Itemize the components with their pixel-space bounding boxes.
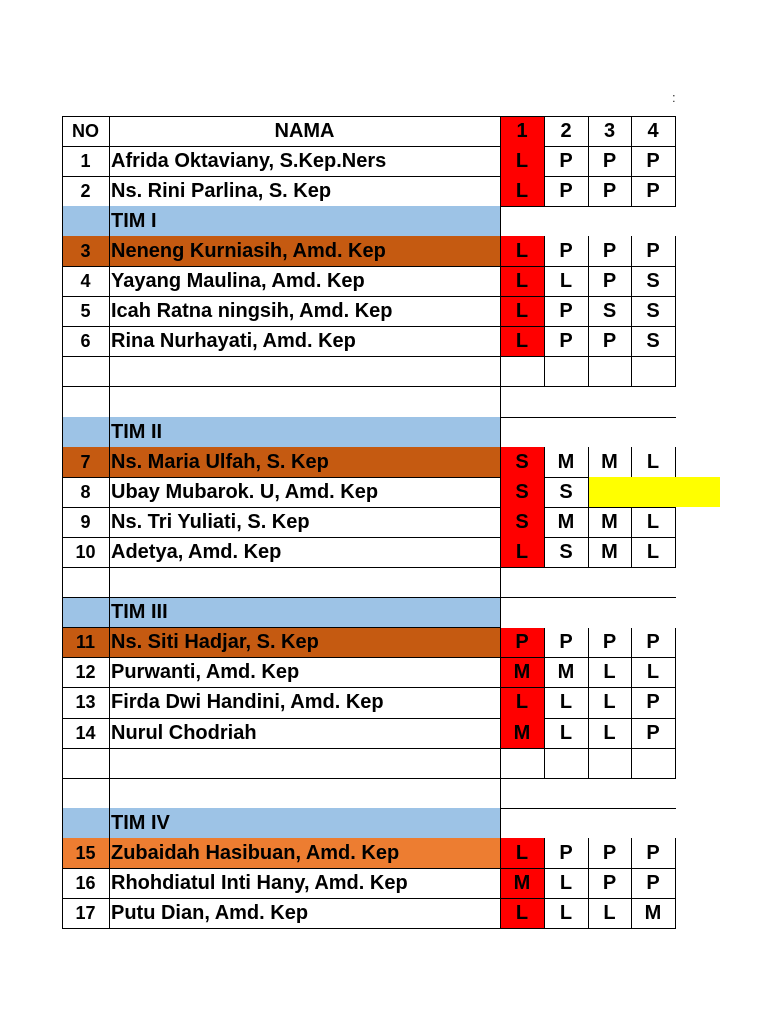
blank-day-cell[interactable]: [588, 357, 631, 387]
grid-line: [500, 206, 501, 236]
grid-line: [109, 688, 110, 718]
row-number[interactable]: 5: [80, 301, 91, 322]
grid-line: [500, 838, 501, 868]
shift-day-4[interactable]: S: [646, 270, 660, 293]
shift-day-1[interactable]: S: [500, 507, 544, 537]
grid-line: [109, 598, 110, 628]
grid-line: [631, 267, 632, 297]
shift-day-3[interactable]: L: [603, 691, 616, 714]
grid-line: [109, 899, 110, 929]
grid-line: [500, 477, 501, 507]
blank-row[interactable]: [62, 748, 109, 778]
grid-line: [631, 116, 632, 146]
staff-name[interactable]: Ns. Tri Yuliati, S. Kep: [111, 510, 310, 533]
grid-line: [588, 357, 589, 387]
row-number[interactable]: 13: [75, 692, 96, 713]
grid-line: [588, 477, 589, 507]
grid-line: [62, 598, 63, 628]
grid-line: [588, 688, 589, 718]
row-number[interactable]: 1: [80, 150, 91, 171]
grid-line: [109, 658, 110, 688]
blank-row[interactable]: [109, 357, 500, 387]
shift-day-4[interactable]: P: [646, 239, 660, 262]
grid-line: [631, 658, 632, 688]
shift-day-1[interactable]: L: [500, 838, 544, 868]
grid-line: [544, 447, 545, 477]
grid-line: [500, 598, 501, 628]
shift-day-2[interactable]: P: [559, 330, 573, 353]
team-spacer[interactable]: [62, 808, 109, 838]
grid-line: [500, 146, 501, 176]
shift-day-1[interactable]: L: [500, 688, 544, 718]
grid-line: [675, 507, 676, 537]
grid-line: [631, 297, 632, 327]
shift-day-3[interactable]: P: [602, 631, 617, 654]
grid-line: [544, 267, 545, 297]
grid-line: [62, 267, 63, 297]
team-header[interactable]: TIM I: [109, 206, 500, 236]
shift-day-2[interactable]: L: [559, 691, 573, 714]
grid-line: [500, 568, 501, 598]
grid-line: [109, 869, 110, 899]
grid-line: [500, 899, 501, 929]
blank-day-cell[interactable]: [631, 357, 675, 387]
grid-line: [675, 658, 676, 688]
grid-line: [588, 658, 589, 688]
grid-line: [588, 146, 589, 176]
blank-row[interactable]: [109, 568, 500, 598]
grid-line: [500, 387, 501, 417]
grid-line: [500, 688, 501, 718]
grid-line: [544, 236, 545, 266]
grid-line: [62, 928, 676, 929]
staff-name[interactable]: Ns. Rini Parlina, S. Kep: [111, 179, 332, 202]
grid-line: [500, 748, 501, 778]
shift-day-4[interactable]: L: [646, 510, 660, 533]
header-day-4[interactable]: 4: [647, 119, 659, 142]
grid-line: [109, 206, 110, 236]
grid-line: [62, 387, 63, 417]
team-header[interactable]: TIM IV: [109, 808, 500, 838]
shift-day-2[interactable]: S: [559, 540, 573, 563]
grid-line: [109, 297, 110, 327]
row-number[interactable]: 10: [75, 541, 96, 562]
shift-day-3[interactable]: P: [602, 330, 617, 353]
grid-line: [62, 688, 63, 718]
shift-day-3[interactable]: P: [602, 239, 617, 262]
shift-day-4[interactable]: P: [646, 691, 660, 714]
grid-line: [544, 658, 545, 688]
row-number[interactable]: 6: [80, 331, 91, 352]
shift-day-4[interactable]: P: [646, 179, 660, 202]
row-number[interactable]: 15: [62, 838, 109, 868]
grid-line: [109, 568, 110, 598]
grid-line: [544, 628, 545, 658]
grid-line: [500, 116, 501, 146]
grid-line: [62, 327, 63, 357]
grid-line: [500, 267, 501, 297]
shift-day-3[interactable]: P: [602, 841, 617, 864]
team-spacer[interactable]: [62, 417, 109, 447]
grid-line: [588, 507, 589, 537]
shift-day-4[interactable]: S: [646, 330, 660, 353]
grid-line: [62, 176, 63, 206]
grid-line: [500, 628, 501, 658]
staff-name[interactable]: Yayang Maulina, Amd. Kep: [111, 270, 365, 293]
grid-line: [675, 628, 676, 658]
grid-line: [62, 718, 63, 748]
shift-day-3[interactable]: M: [601, 510, 618, 533]
row-number[interactable]: 7: [62, 447, 109, 477]
grid-line: [62, 899, 63, 929]
shift-day-2[interactable]: P: [559, 149, 573, 172]
shift-day-2[interactable]: M: [557, 510, 575, 533]
row-number[interactable]: 3: [62, 236, 109, 266]
blank-row[interactable]: [109, 387, 500, 417]
grid-line: [62, 357, 63, 387]
grid-line: [675, 267, 676, 297]
team-spacer[interactable]: [62, 598, 109, 628]
grid-line: [675, 688, 676, 718]
shift-day-1[interactable]: L: [500, 236, 544, 266]
grid-line: [62, 507, 63, 537]
grid-line: [588, 297, 589, 327]
grid-line: [62, 869, 63, 899]
grid-line: [500, 236, 501, 266]
staff-name[interactable]: Purwanti, Amd. Kep: [111, 661, 300, 684]
grid-line: [62, 116, 63, 146]
grid-line: [109, 808, 110, 838]
shift-day-4[interactable]: P: [646, 631, 660, 654]
grid-line: [675, 176, 676, 206]
shift-day-2[interactable]: L: [559, 270, 573, 293]
grid-line: [675, 838, 676, 868]
grid-line: [675, 447, 676, 477]
shift-day-4[interactable]: P: [646, 721, 660, 744]
staff-name[interactable]: Putu Dian, Amd. Kep: [111, 902, 309, 925]
shift-day-4[interactable]: P: [646, 841, 660, 864]
team-header[interactable]: TIM II: [109, 417, 500, 447]
grid-line: [631, 838, 632, 868]
grid-line: [631, 537, 632, 567]
grid-line: [544, 899, 545, 929]
shift-day-2[interactable]: P: [559, 300, 573, 323]
blank-row[interactable]: [62, 357, 109, 387]
grid-line: [588, 838, 589, 868]
row-number[interactable]: 17: [75, 903, 96, 924]
grid-line: [500, 778, 501, 808]
shift-day-1[interactable]: L: [500, 267, 544, 297]
grid-line: [631, 899, 632, 929]
grid-line: [500, 658, 501, 688]
shift-day-1[interactable]: L: [500, 146, 544, 176]
grid-line: [109, 778, 110, 808]
grid-line: [109, 146, 110, 176]
grid-line: [109, 447, 110, 477]
grid-line: [62, 778, 63, 808]
grid-line: [544, 477, 545, 507]
grid-line: [544, 718, 545, 748]
staff-name[interactable]: Ns. Maria Ulfah, S. Kep: [109, 447, 500, 477]
shift-day-3[interactable]: M: [601, 540, 618, 563]
staff-name[interactable]: Ubay Mubarok. U, Amd. Kep: [111, 480, 379, 503]
header-no[interactable]: NO: [72, 120, 99, 141]
grid-line: [631, 176, 632, 206]
grid-line: [544, 357, 545, 387]
grid-line: [109, 838, 110, 868]
grid-line: [631, 236, 632, 266]
grid-line: [675, 236, 676, 266]
grid-line: [62, 417, 63, 447]
grid-line: [631, 688, 632, 718]
shift-day-4[interactable]: S: [646, 300, 660, 323]
grid-line: [62, 116, 676, 117]
shift-day-3[interactable]: L: [603, 902, 616, 925]
grid-line: [62, 628, 63, 658]
staff-name[interactable]: Ns. Siti Hadjar, S. Kep: [109, 628, 500, 658]
grid-line: [675, 748, 676, 778]
header-day-2[interactable]: 2: [560, 119, 572, 142]
blank-row[interactable]: [62, 568, 109, 598]
shift-day-4[interactable]: L: [646, 450, 660, 473]
shift-day-2[interactable]: L: [559, 721, 573, 744]
grid-line: [631, 357, 632, 387]
grid-line: [588, 869, 589, 899]
grid-line: [675, 116, 676, 146]
blank-row[interactable]: [62, 387, 109, 417]
shift-day-1[interactable]: L: [500, 327, 544, 357]
shift-day-1[interactable]: M: [500, 869, 544, 899]
grid-line: [631, 869, 632, 899]
grid-line: [588, 628, 589, 658]
grid-line: [544, 838, 545, 868]
grid-line: [109, 116, 110, 146]
grid-line: [62, 477, 63, 507]
grid-line: [588, 447, 589, 477]
grid-line: [500, 507, 501, 537]
shift-day-1[interactable]: L: [500, 537, 544, 567]
grid-line: [500, 718, 501, 748]
grid-line: [544, 537, 545, 567]
grid-line: [544, 116, 545, 146]
shift-day-2[interactable]: L: [559, 902, 573, 925]
grid-line: [109, 357, 110, 387]
grid-line: [588, 116, 589, 146]
grid-line: [109, 267, 110, 297]
grid-line: [109, 507, 110, 537]
highlight-cell[interactable]: [588, 477, 720, 507]
shift-day-2[interactable]: P: [559, 631, 573, 654]
blank-row[interactable]: [109, 748, 500, 778]
shift-day-1[interactable]: L: [500, 176, 544, 206]
grid-line: [500, 176, 501, 206]
grid-line: [109, 236, 110, 266]
grid-line: [675, 327, 676, 357]
grid-line: [500, 537, 501, 567]
grid-line: [631, 718, 632, 748]
blank-day-cell[interactable]: [544, 357, 588, 387]
grid-line: [500, 297, 501, 327]
grid-line: [109, 387, 110, 417]
shift-day-4[interactable]: L: [646, 661, 660, 684]
shift-day-1[interactable]: S: [500, 447, 544, 477]
row-number[interactable]: 12: [75, 662, 96, 683]
staff-name[interactable]: Nurul Chodriah: [111, 721, 257, 744]
shift-day-2[interactable]: S: [559, 480, 573, 503]
grid-line: [62, 658, 63, 688]
grid-line: [588, 748, 589, 778]
grid-line: [109, 417, 110, 447]
grid-line: [62, 537, 63, 567]
grid-line: [544, 869, 545, 899]
shift-day-2[interactable]: M: [557, 450, 575, 473]
blank-row[interactable]: [109, 778, 500, 808]
shift-day-2[interactable]: P: [559, 239, 573, 262]
grid-line: [588, 327, 589, 357]
header-day-1[interactable]: 1: [500, 116, 544, 146]
row-number[interactable]: 9: [80, 511, 91, 532]
shift-day-1[interactable]: P: [500, 628, 544, 658]
row-number[interactable]: 14: [75, 722, 96, 743]
grid-line: [62, 297, 63, 327]
grid-line: [675, 146, 676, 176]
shift-day-3[interactable]: L: [603, 661, 616, 684]
grid-line: [109, 477, 110, 507]
grid-line: [675, 297, 676, 327]
staff-name[interactable]: Zubaidah Hasibuan, Amd. Kep: [109, 838, 500, 868]
grid-line: [588, 899, 589, 929]
row-number[interactable]: 8: [80, 481, 91, 502]
header-nama[interactable]: NAMA: [274, 119, 335, 142]
shift-day-4[interactable]: P: [646, 872, 660, 895]
shift-day-1[interactable]: S: [500, 477, 544, 507]
grid-line: [588, 176, 589, 206]
grid-line: [62, 146, 63, 176]
grid-line: [109, 718, 110, 748]
grid-line: [588, 718, 589, 748]
blank-day-cell[interactable]: [500, 357, 544, 387]
grid-line: [62, 568, 63, 598]
row-number[interactable]: 16: [75, 873, 96, 894]
grid-line: [675, 869, 676, 899]
grid-line: [544, 297, 545, 327]
grid-line: [588, 236, 589, 266]
grid-line: [544, 176, 545, 206]
shift-day-4[interactable]: M: [644, 902, 662, 925]
shift-day-1[interactable]: L: [500, 297, 544, 327]
shift-day-1[interactable]: M: [500, 658, 544, 688]
grid-line: [500, 869, 501, 899]
grid-line: [500, 357, 501, 387]
grid-line: [675, 718, 676, 748]
grid-line: [675, 899, 676, 929]
staff-name[interactable]: Rina Nurhayati, Amd. Kep: [111, 330, 356, 353]
grid-line: [631, 748, 632, 778]
shift-day-4[interactable]: L: [646, 540, 660, 563]
shift-day-1[interactable]: M: [500, 718, 544, 748]
grid-line: [500, 808, 501, 838]
blank-day-cell[interactable]: [500, 748, 544, 778]
grid-line: [631, 507, 632, 537]
grid-line: [62, 838, 63, 868]
grid-line: [500, 417, 501, 447]
row-number[interactable]: 4: [80, 271, 91, 292]
staff-name[interactable]: Afrida Oktaviany, S.Kep.Ners: [111, 149, 387, 172]
grid-line: [62, 206, 63, 236]
grid-line: [544, 146, 545, 176]
staff-name[interactable]: Neneng Kurniasih, Amd. Kep: [109, 236, 500, 266]
grid-line: [631, 628, 632, 658]
shift-day-2[interactable]: P: [559, 179, 573, 202]
grid-line: [675, 357, 676, 387]
shift-day-2[interactable]: M: [557, 661, 575, 684]
blank-day-cell[interactable]: [544, 748, 588, 778]
grid-line: [62, 236, 63, 266]
grid-line: [62, 808, 63, 838]
team-header[interactable]: TIM III: [109, 598, 500, 628]
shift-day-1[interactable]: L: [500, 899, 544, 929]
shift-day-3[interactable]: L: [603, 721, 616, 744]
grid-line: [675, 537, 676, 567]
staff-name[interactable]: Icah Ratna ningsih, Amd. Kep: [111, 300, 393, 323]
staff-name[interactable]: Firda Dwi Handini, Amd. Kep: [111, 691, 384, 714]
shift-day-4[interactable]: P: [646, 149, 660, 172]
blank-row[interactable]: [62, 778, 109, 808]
staff-name[interactable]: Adetya, Amd. Kep: [111, 540, 282, 563]
grid-line: [631, 327, 632, 357]
grid-line: [500, 447, 501, 477]
grid-line: [109, 176, 110, 206]
grid-line: [544, 507, 545, 537]
shift-day-3[interactable]: S: [602, 300, 617, 323]
grid-line: [109, 327, 110, 357]
blank-day-cell[interactable]: [631, 748, 675, 778]
shift-day-3[interactable]: M: [601, 450, 618, 473]
grid-line: [544, 748, 545, 778]
grid-line: [588, 537, 589, 567]
shift-day-2[interactable]: P: [559, 841, 573, 864]
shift-day-3[interactable]: P: [602, 872, 617, 895]
grid-line: [500, 327, 501, 357]
grid-line: [62, 748, 63, 778]
shift-day-2[interactable]: L: [559, 872, 573, 895]
stray-mark: :: [672, 90, 676, 105]
grid-line: [109, 537, 110, 567]
row-number[interactable]: 11: [62, 628, 109, 658]
grid-line: [109, 748, 110, 778]
row-number[interactable]: 2: [80, 180, 91, 201]
header-day-3[interactable]: 3: [603, 119, 616, 142]
grid-line: [544, 327, 545, 357]
staff-name[interactable]: Rhohdiatul Inti Hany, Amd. Kep: [111, 872, 408, 895]
shift-day-3[interactable]: P: [602, 179, 617, 202]
shift-day-3[interactable]: P: [602, 270, 617, 293]
blank-day-cell[interactable]: [588, 748, 631, 778]
grid-line: [544, 688, 545, 718]
team-spacer[interactable]: [62, 206, 109, 236]
shift-day-3[interactable]: P: [602, 149, 617, 172]
grid-line: [62, 447, 63, 477]
grid-line: [631, 146, 632, 176]
grid-line: [588, 267, 589, 297]
grid-line: [109, 628, 110, 658]
grid-line: [631, 447, 632, 477]
